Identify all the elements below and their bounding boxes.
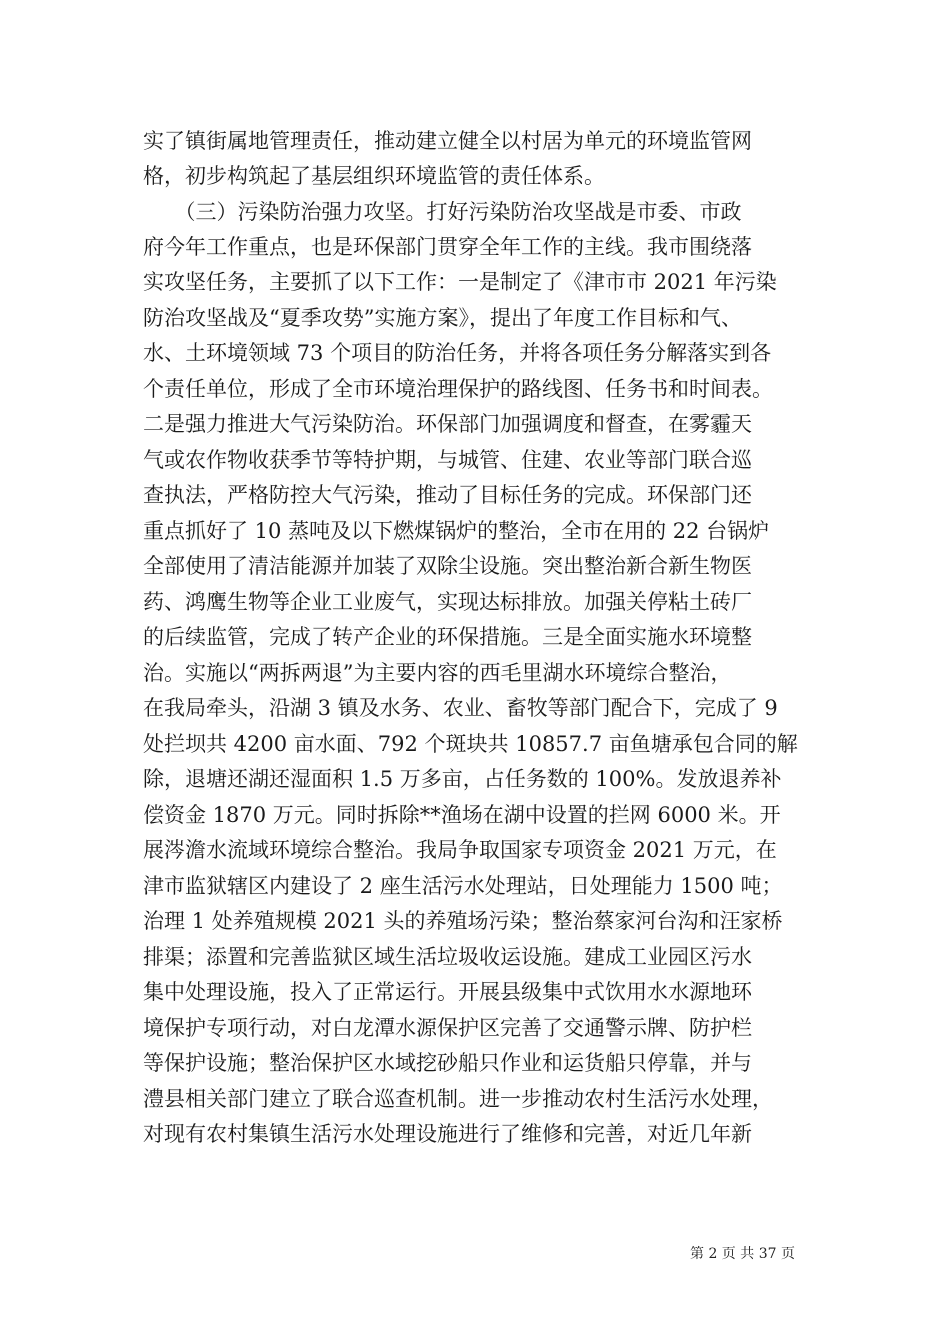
paragraph-line: 查执法，严格防控大气污染，推动了目标任务的完成。环保部门还 [143, 483, 752, 507]
page-number-footer: 第 2 页 共 37 页 [690, 1246, 795, 1262]
paragraph-line: （三）污染防治强力攻坚。打好污染防治攻坚战是市委、市政 [143, 200, 742, 224]
paragraph-line: 偿资金 1870 万元。同时拆除**渔场在湖中设置的拦网 6000 米。开 [143, 803, 781, 827]
paragraph-line: 重点抓好了 10 蒸吨及以下燃煤锅炉的整治，全市在用的 22 台锅炉 [143, 519, 770, 543]
paragraph-line: 等保护设施；整治保护区水域挖砂船只作业和运货船只停靠，并与 [143, 1051, 752, 1075]
paragraph-line: 除，退塘还湖还湿面积 1.5 万多亩，占任务数的 100%。发放退养补 [143, 767, 782, 791]
paragraph-line: 在我局牵头，沿湖 3 镇及水务、农业、畜牧等部门配合下，完成了 9 [143, 696, 778, 720]
paragraph-line: 二是强力推进大气污染防治。环保部门加强调度和督查，在雾霾天 [143, 412, 752, 436]
paragraph-line: 的后续监管，完成了转产企业的环保措施。三是全面实施水环境整 [143, 625, 752, 649]
paragraph-line: 处拦坝共 4200 亩水面、792 个斑块共 10857.7 亩鱼塘承包合同的解 [143, 732, 798, 756]
paragraph-line: 集中处理设施，投入了正常运行。开展县级集中式饮用水水源地环 [143, 980, 752, 1004]
paragraph-line: 境保护专项行动，对白龙潭水源保护区完善了交通警示牌、防护栏 [143, 1016, 752, 1040]
paragraph-line: 气或农作物收获季节等特护期，与城管、住建、农业等部门联合巡 [143, 448, 752, 472]
paragraph-line: 展涔澹水流域环境综合整治。我局争取国家专项资金 2021 万元，在 [143, 838, 777, 862]
paragraph-line: 实了镇街属地管理责任，推动建立健全以村居为单元的环境监管网 [143, 129, 752, 153]
paragraph-line: 水、土环境领域 73 个项目的防治任务，并将各项任务分解落实到各 [143, 341, 772, 365]
paragraph-line: 府今年工作重点，也是环保部门贯穿全年工作的主线。我市围绕落 [143, 235, 752, 259]
paragraph-line: 个责任单位，形成了全市环境治理保护的路线图、任务书和时间表。 [143, 377, 773, 401]
paragraph-line: 全部使用了清洁能源并加装了双除尘设施。突出整治新合新生物医 [143, 554, 752, 578]
paragraph-line: 防治攻坚战及“夏季攻势”实施方案》，提出了年度工作目标和气、 [143, 306, 742, 330]
paragraph-line: 实攻坚任务，主要抓了以下工作：一是制定了《津市市 2021 年污染 [143, 270, 777, 294]
paragraph-line: 药、鸿鹰生物等企业工业废气，实现达标排放。加强关停粘土砖厂 [143, 590, 752, 614]
paragraph-line: 津市监狱辖区内建设了 2 座生活污水处理站，日处理能力 1500 吨； [143, 874, 783, 898]
paragraph-line: 澧县相关部门建立了联合巡查机制。进一步推动农村生活污水处理， [143, 1087, 773, 1111]
paragraph-line: 格，初步构筑起了基层组织环境监管的责任体系。 [143, 164, 605, 188]
paragraph-line: 对现有农村集镇生活污水处理设施进行了维修和完善，对近几年新 [143, 1122, 752, 1146]
paragraph-line: 治理 1 处养殖规模 2021 头的养殖场污染；整治蔡家河台沟和汪家桥 [143, 909, 783, 933]
paragraph-line: 排渠；添置和完善监狱区域生活垃圾收运设施。建成工业园区污水 [143, 945, 752, 969]
paragraph-line: 治。实施以“两拆两退”为主要内容的西毛里湖水环境综合整治， [143, 661, 732, 685]
